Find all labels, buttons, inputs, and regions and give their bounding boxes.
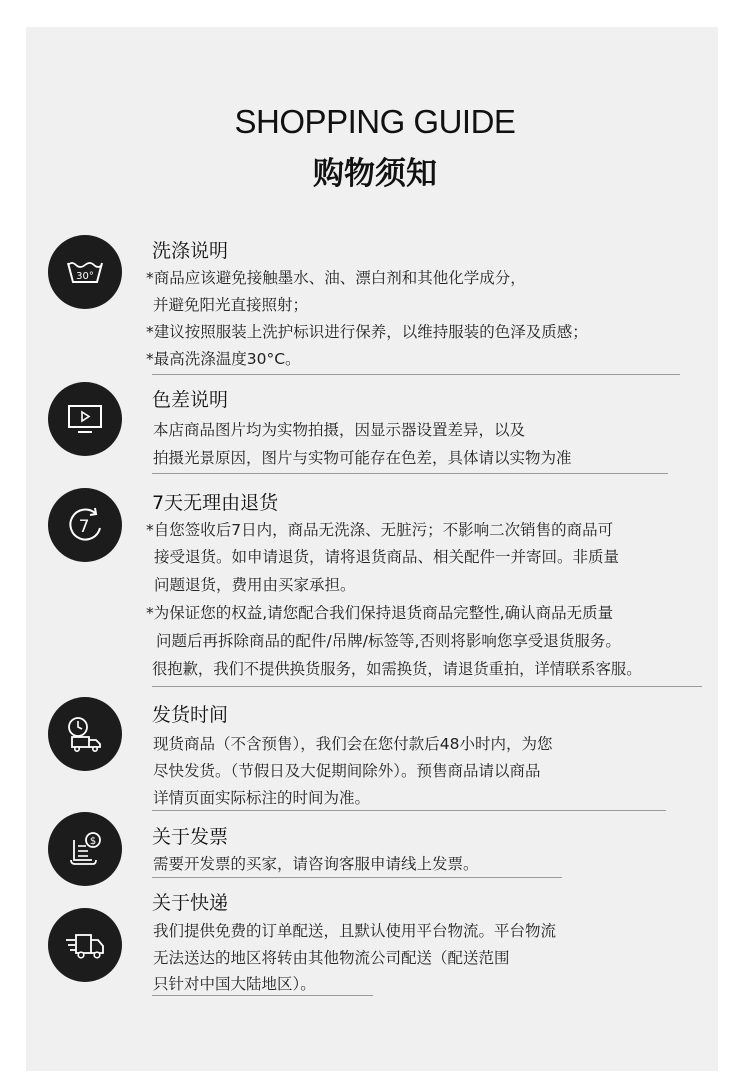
section-divider (152, 877, 562, 878)
section-title-color-difference: 色差说明 (152, 389, 229, 411)
washing-line: *最高洗涤温度30°C。 (146, 350, 301, 368)
washing-line: 并避免阳光直接照射； (153, 296, 309, 314)
washing-line: *建议按照服装上洗护标识进行保养，以维持服装的色泽及质感； (146, 323, 588, 341)
section-divider (152, 374, 680, 375)
section-title-returns: 7天无理由退货 (152, 492, 279, 514)
section-divider (152, 810, 666, 811)
color-difference-line: 本店商品图片均为实物拍摄，因显示器设置差异，以及 (153, 421, 526, 439)
express-line: 我们提供免费的订单配送，且默认使用平台物流。平台物流 (153, 922, 557, 940)
washing-line: *商品应该避免接触墨水、油、漂白剂和其他化学成分， (146, 269, 526, 287)
seven-day-return-icon (48, 488, 122, 562)
wash-30-icon (48, 235, 122, 309)
returns-line: 问题后再拆除商品的配件/吊牌/标签等,否则将影响您享受退货服务。 (156, 632, 621, 650)
section-title-express: 关于快递 (152, 892, 229, 914)
shipping-time-line: 尽快发货。（节假日及大促期间除外）。预售商品请以商品 (153, 762, 541, 780)
section-title-washing: 洗涤说明 (152, 240, 229, 262)
invoice-icon (48, 812, 122, 886)
section-divider (152, 473, 668, 474)
invoice-line: 需要开发票的买家，请咨询客服申请线上发票。 (153, 855, 479, 873)
monitor-icon (48, 382, 122, 456)
returns-line: *为保证您的权益,请您配合我们保持退货商品完整性,确认商品无质量 (146, 604, 614, 622)
express-line: 无法送达的地区将转由其他物流公司配送（配送范围 (153, 949, 510, 967)
returns-line: 问题退货，费用由买家承担。 (154, 576, 356, 594)
svg-text:30°: 30° (76, 271, 94, 282)
section-title-shipping-time: 发货时间 (152, 704, 229, 726)
guide-title-zh: 购物须知 (313, 156, 437, 192)
section-divider (152, 995, 373, 996)
section-title-invoice: 关于发票 (152, 826, 229, 848)
returns-line: *自您签收后7日内，商品无洗涤、无脏污；不影响二次销售的商品可 (146, 521, 614, 539)
guide-title-en: SHOPPING GUIDE (234, 103, 516, 140)
svg-text:$: $ (89, 836, 97, 847)
express-truck-icon (48, 908, 122, 982)
shipping-time-line: 现货商品（不含预售），我们会在您付款后48小时内，为您 (153, 735, 553, 753)
returns-line: 接受退货。如申请退货，请将退货商品、相关配件一并寄回。非质量 (154, 548, 620, 566)
color-difference-line: 拍摄光景原因，图片与实物可能存在色差，具体请以实物为准 (153, 449, 572, 467)
section-divider (152, 686, 702, 687)
delivery-time-icon (48, 697, 122, 771)
express-line: 只针对中国大陆地区）。 (153, 975, 316, 993)
returns-line: 很抱歉，我们不提供换货服务，如需换货，请退货重拍，详情联系客服。 (152, 660, 642, 678)
svg-text:7: 7 (78, 517, 90, 537)
shipping-time-line: 详情页面实际标注的时间为准。 (153, 789, 371, 807)
